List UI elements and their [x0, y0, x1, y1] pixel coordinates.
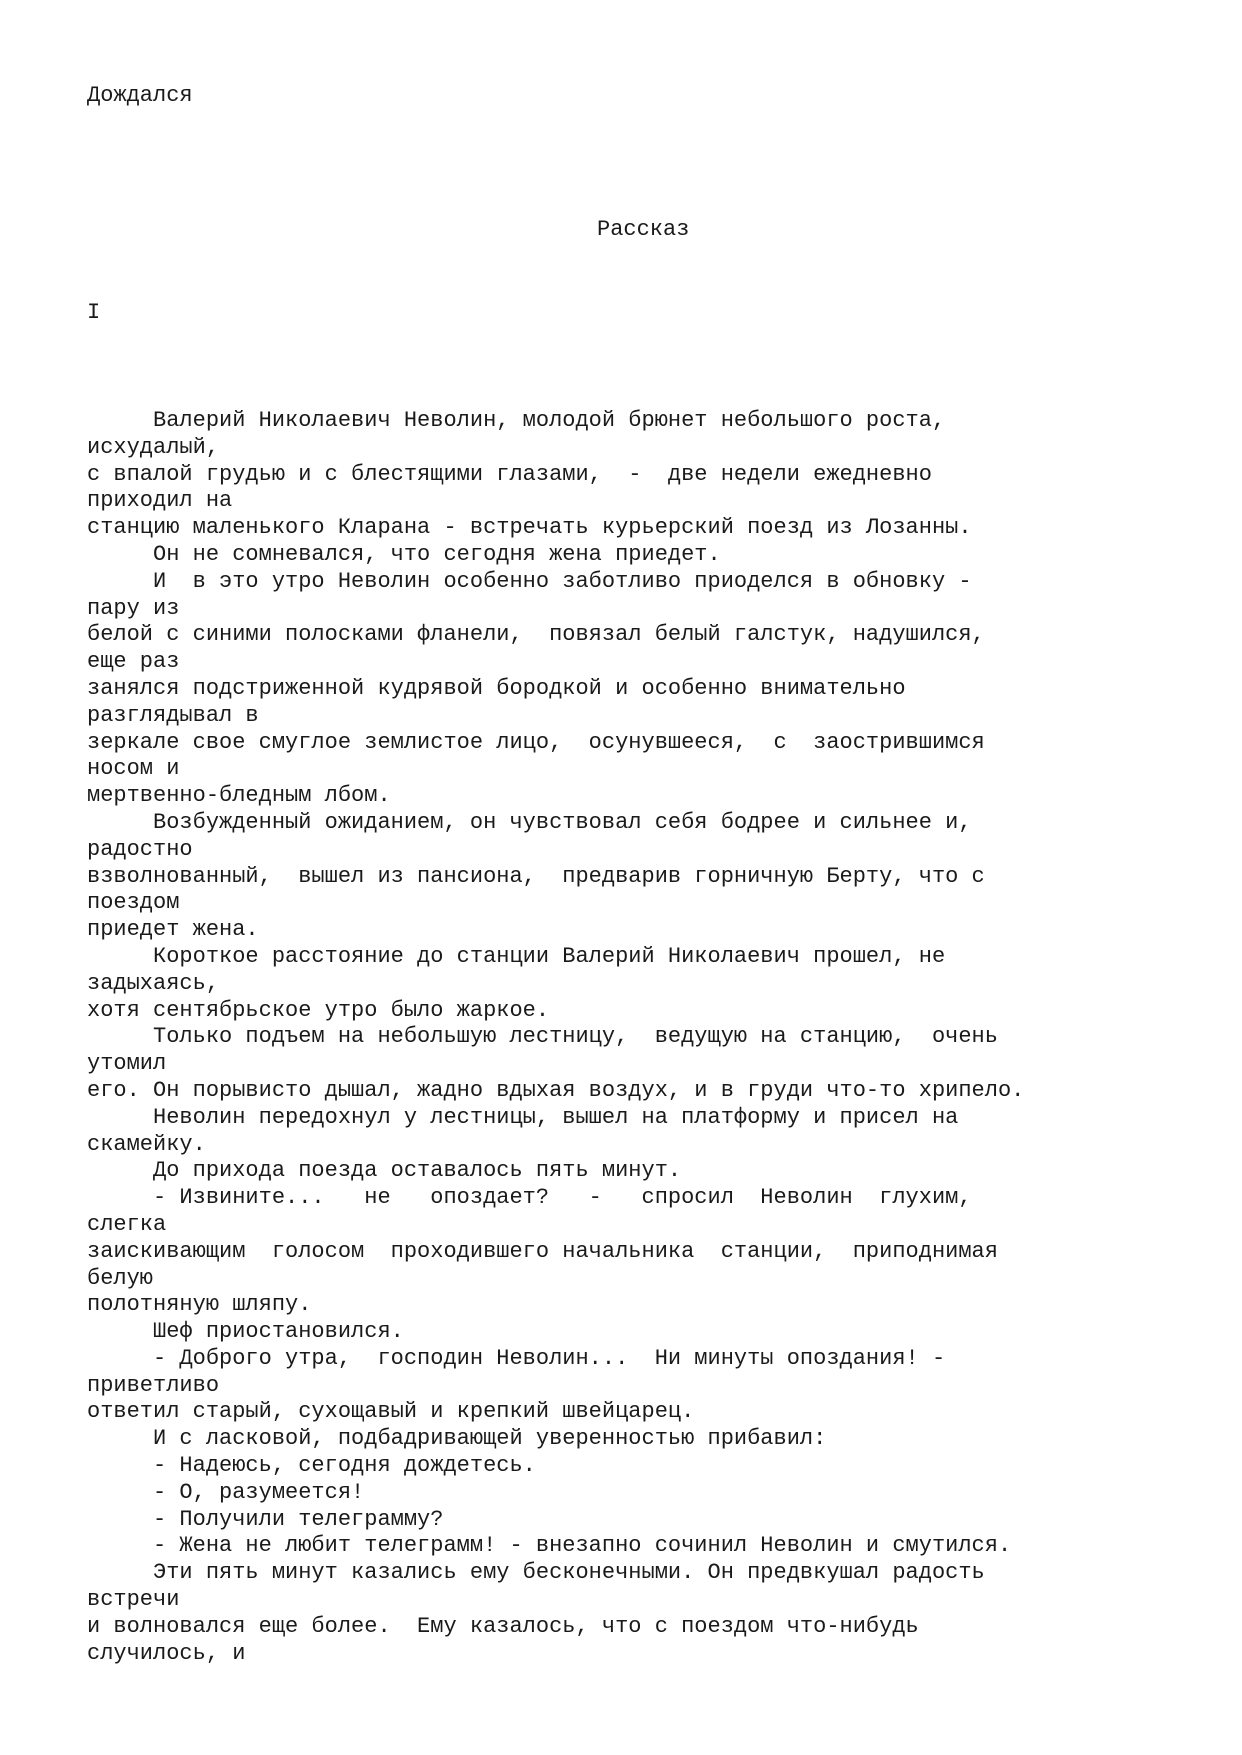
text-line: пару из: [87, 595, 180, 621]
text-line: - Получили телеграмму?: [87, 1506, 444, 1532]
text-line: - Извините... не опоздает? - спросил Неволин глухим,: [87, 1185, 972, 1211]
text-line: Он не сомневался, что сегодня жена приедет.: [87, 541, 721, 567]
text-line: мертвенно-бледным лбом.: [87, 783, 391, 809]
text-line: Валерий Николаевич Неволин, молодой брюнет небольшого роста,: [87, 408, 946, 433]
text-line: радостно: [87, 836, 193, 862]
text-line: И в это утро Неволин особенно заботливо приоделся в обновку -: [87, 568, 972, 594]
text-line: Шеф приостановился.: [87, 1319, 404, 1345]
text-line: И с ласковой, подбадривающей уверенностью прибавил:: [87, 1426, 827, 1452]
chapter-number: I: [87, 300, 101, 325]
text-line: - Надеюсь, сегодня дождетесь.: [87, 1453, 536, 1479]
text-line: полотняную шляпу.: [87, 1292, 312, 1318]
document-heading: Дождался: [87, 83, 193, 108]
text-line: случилось, и: [87, 1640, 246, 1666]
text-line: приветливо: [87, 1372, 220, 1398]
document-body: [87, 408, 1207, 1667]
text-line: занялся подстриженной кудрявой бородкой и особенно внимательно: [87, 675, 906, 701]
text-line: Только подъем на небольшую лестницу, ведущую на станцию, очень: [87, 1024, 998, 1050]
text-line: приедет жена.: [87, 917, 259, 943]
document-subtitle: Рассказ: [597, 217, 690, 242]
text-line: носом и: [87, 756, 180, 782]
text-line: утомил: [87, 1051, 167, 1077]
text-line: заискивающим голосом проходившего начальника станции, приподнимая: [87, 1238, 998, 1264]
text-line: зеркале свое смуглое землистое лицо, осунувшееся, с заострившимся: [87, 729, 985, 755]
text-line: разглядывал в: [87, 702, 259, 728]
text-line: - Жена не любит телеграмм! - внезапно сочинил Неволин и смутился.: [87, 1533, 1012, 1559]
text-line: его. Он порывисто дышал, жадно вдыхая воздух, и в груди что-то хрипело.: [87, 1077, 1025, 1103]
text-line: исхудалый,: [87, 434, 220, 460]
text-line: хотя сентябрьское утро было жаркое.: [87, 997, 550, 1023]
text-line: До прихода поезда оставалось пять минут.: [87, 1158, 682, 1184]
text-line: белой с синими полосками фланели, повязал белый галстук, надушился,: [87, 622, 985, 648]
text-line: белую: [87, 1265, 154, 1291]
text-line: - Доброго утра, господин Неволин... Ни минуты опоздания! -: [87, 1345, 946, 1371]
text-line: Эти пять минут казались ему бесконечными. Он предвкушал радость: [87, 1560, 985, 1586]
text-line: встречи: [87, 1587, 180, 1613]
text-line: ответил старый, сухощавый и крепкий швейцарец.: [87, 1399, 695, 1425]
text-line: с впалой грудью и с блестящими глазами, - две недели ежедневно: [87, 461, 932, 487]
text-line: станцию маленького Кларана - встречать курьерский поезд из Лозанны.: [87, 515, 972, 541]
text-line: поездом: [87, 890, 180, 916]
text-line: Неволин передохнул у лестницы, вышел на платформу и присел на: [87, 1104, 959, 1130]
text-line: слегка: [87, 1211, 167, 1237]
text-line: и волновался еще более. Ему казалось, что с поездом что-нибудь: [87, 1613, 919, 1639]
text-line: взволнованный, вышел из пансиона, предварив горничную Берту, что с: [87, 863, 985, 889]
text-line: Возбужденный ожиданием, он чувствовал себя бодрее и сильнее и,: [87, 809, 972, 835]
text-line: приходил на: [87, 488, 233, 514]
text-line: задыхаясь,: [87, 970, 220, 996]
text-line: - О, разумеется!: [87, 1479, 365, 1505]
text-line: скамейку.: [87, 1131, 206, 1157]
text-line: еще раз: [87, 649, 180, 675]
text-line: Короткое расстояние до станции Валерий Николаевич прошел, не: [87, 943, 946, 969]
